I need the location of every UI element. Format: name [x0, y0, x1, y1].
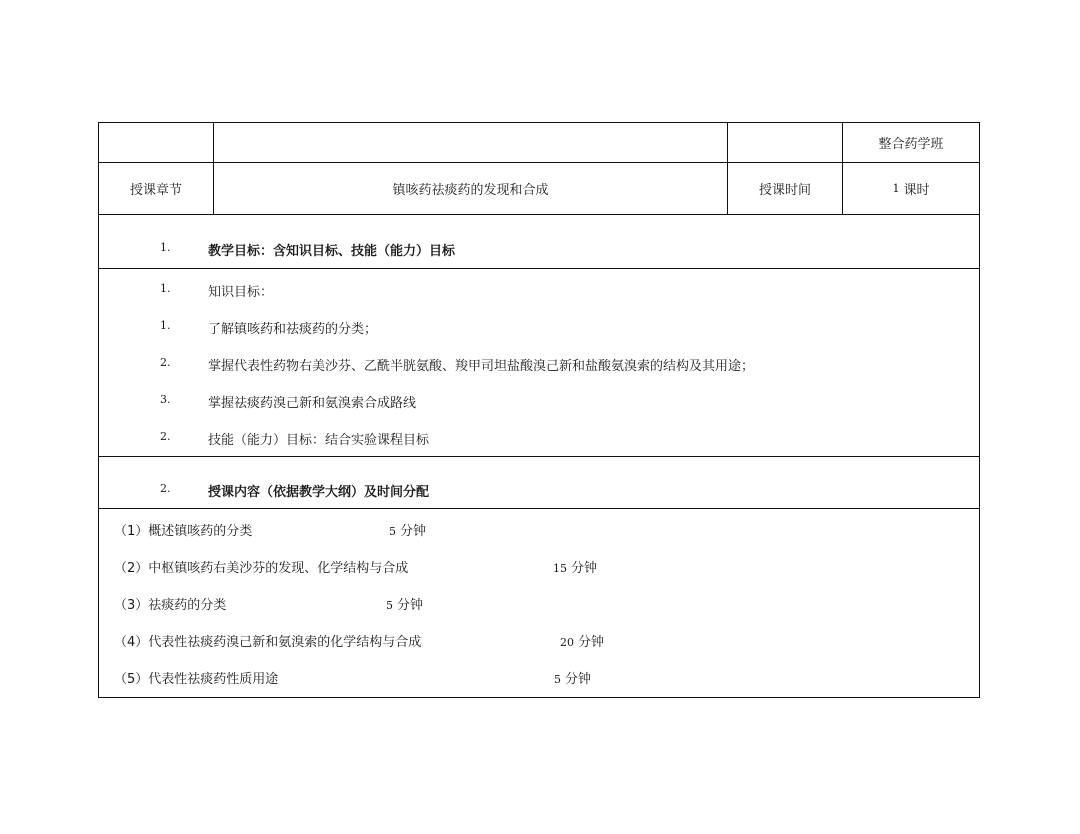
- objective-number: 1.: [160, 319, 171, 332]
- schedule-item-label: （2）中枢镇咳药右美沙芬的发现、化学结构与合成: [114, 561, 409, 576]
- row-divider: [99, 456, 979, 457]
- schedule-item-label: （4）代表性祛痰药溴己新和氨溴索的化学结构与合成: [114, 635, 422, 650]
- lesson-plan-table: [98, 122, 980, 698]
- duration-unit: 分钟: [571, 561, 598, 576]
- schedule-item-duration: [554, 668, 591, 687]
- schedule-item-label: （1）概述镇咳药的分类: [114, 524, 253, 539]
- chapter-title-cell: [214, 163, 727, 214]
- chapter-title: 镇咳药祛痰药的发现和合成: [392, 183, 549, 198]
- section-title: 授课内容（依据教学大纲）及时间分配: [208, 485, 430, 500]
- duration-number: 5: [389, 525, 396, 538]
- schedule-item-label: （5）代表性祛痰药性质用途: [114, 672, 279, 687]
- duration-number: 20: [560, 636, 574, 649]
- time-value-number: 1: [892, 182, 900, 195]
- schedule-item-label: （3）祛痰药的分类: [114, 598, 227, 613]
- row-divider: [99, 214, 979, 215]
- duration-unit: 分钟: [578, 635, 605, 650]
- section-title: 教学目标：含知识目标、技能（能力）目标: [208, 244, 456, 259]
- objective-text: 了解镇咳药和祛痰药的分类；: [208, 322, 378, 337]
- objective-number: 1.: [160, 282, 171, 295]
- time-value-unit: 课时: [903, 183, 930, 198]
- section-number: 1.: [160, 241, 171, 254]
- schedule-item-duration: [560, 631, 604, 650]
- row-divider: [99, 268, 979, 269]
- time-label-cell: [728, 163, 842, 214]
- duration-number: 5: [554, 673, 561, 686]
- objective-number: 2.: [160, 430, 171, 443]
- class-name-cell: [843, 123, 979, 162]
- schedule-item-duration: [389, 520, 426, 539]
- objective-text: 掌握祛痰药溴己新和氨溴索合成路线: [208, 396, 417, 411]
- objective-number: 2.: [160, 356, 171, 369]
- objective-text: 知识目标：: [208, 285, 274, 300]
- class-name: 整合药学班: [878, 137, 944, 152]
- duration-unit: 分钟: [565, 672, 592, 687]
- chapter-label: 授课章节: [129, 183, 182, 198]
- objective-text: 掌握代表性药物右美沙芬、乙酰半胱氨酸、羧甲司坦盐酸溴己新和盐酸氨溴索的结构及其用途；: [208, 359, 755, 374]
- time-value-cell: [843, 163, 979, 214]
- objective-number: 3.: [160, 393, 171, 406]
- section-number: 2.: [160, 482, 171, 495]
- objective-text: 技能（能力）目标：结合实验课程目标: [208, 433, 430, 448]
- schedule-item-duration: [553, 557, 597, 576]
- chapter-label-cell: [99, 163, 213, 214]
- duration-number: 15: [553, 562, 567, 575]
- time-label: 授课时间: [758, 183, 811, 198]
- schedule-item-duration: [386, 594, 423, 613]
- duration-unit: 分钟: [400, 524, 427, 539]
- row-divider: [99, 508, 979, 509]
- duration-unit: 分钟: [397, 598, 424, 613]
- duration-number: 5: [386, 599, 393, 612]
